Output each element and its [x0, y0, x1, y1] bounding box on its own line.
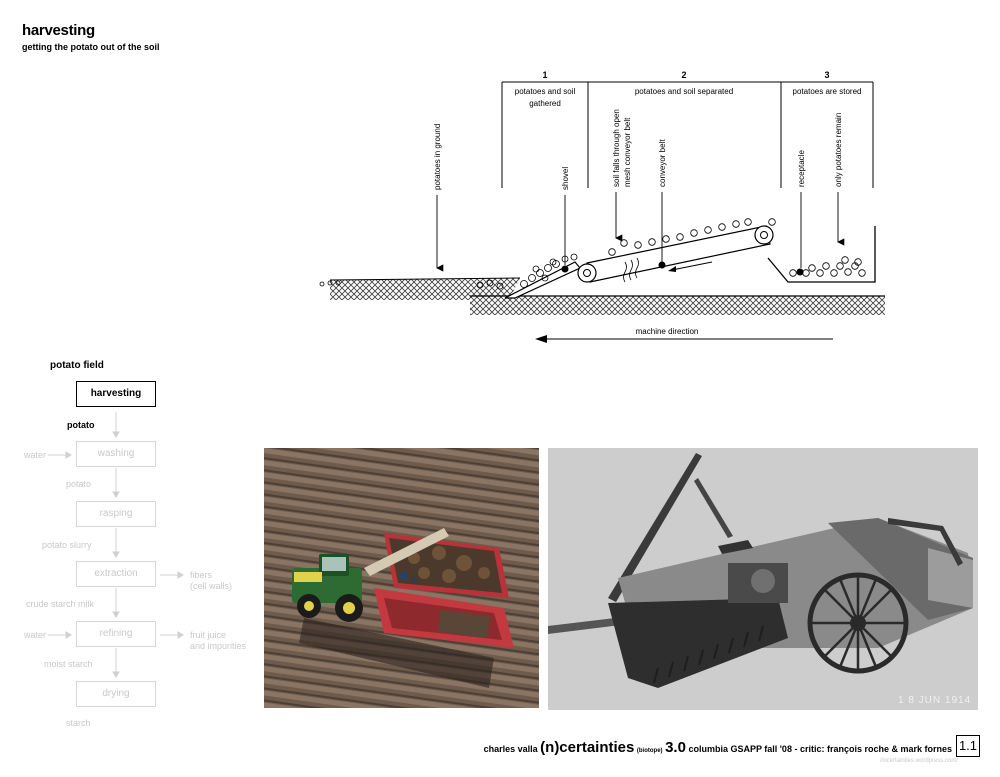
footer-url: //ncertainties.wordpress.com/: [880, 758, 959, 764]
flow-top-label: potato field: [50, 360, 104, 371]
footer-course: columbia GSAPP fall '08 - critic: françois roche & mark fornes: [688, 744, 952, 754]
callout-mesh-belt: mesh conveyor belt: [623, 117, 632, 187]
stage-3-label: potatoes are stored: [792, 87, 862, 96]
flow-step-extraction: extraction: [76, 561, 156, 587]
stage-1-label-2: gathered: [529, 99, 561, 108]
photo-date-stamp: 1 8 JUN 1914: [898, 695, 972, 706]
footer-brand-sub: (biotope): [636, 748, 663, 754]
footer-brand: (n)certainties: [540, 739, 635, 756]
flow-intermediate-starch-milk: crude starch milk: [26, 599, 95, 609]
footer-version: 3.0: [665, 739, 686, 756]
flow-input-water: water: [24, 450, 47, 460]
stage-2-number: 2: [681, 70, 687, 80]
flow-intermediate-starch: starch: [66, 718, 91, 728]
flow-intermediate-moist-starch: moist starch: [44, 659, 93, 669]
antique-digger-photo: [548, 448, 978, 710]
flow-output-impurities: and impurities: [190, 641, 247, 651]
footer-author: charles valla: [483, 744, 538, 754]
callout-only-potatoes: only potatoes remain: [834, 112, 843, 187]
flow-step-washing: washing: [76, 441, 156, 467]
flow-input-water-2: water: [24, 630, 47, 640]
page-title: harvesting: [22, 22, 95, 39]
callout-shovel: shovel: [561, 166, 570, 190]
flow-intermediate-potato-2: potato: [66, 479, 92, 489]
flow-step-refining: refining: [76, 621, 156, 647]
callout-receptacle: receptacle: [797, 150, 806, 187]
machine-direction-label: machine direction: [635, 327, 699, 336]
footer-credits: [484, 739, 952, 756]
flow-step-drying: drying: [76, 681, 156, 707]
flow-output-fibers: fibers: [190, 570, 213, 580]
flow-intermediate-slurry: potato slurry: [42, 540, 92, 550]
page-number: 1.1: [956, 735, 980, 757]
flow-output-cell-walls: (cell walls): [190, 581, 233, 591]
flow-step-harvesting: harvesting: [76, 381, 156, 407]
flow-step-rasping: rasping: [76, 501, 156, 527]
harvest-aerial-photo: [264, 448, 539, 708]
flow-intermediate-potato: potato: [67, 420, 95, 430]
flow-output-fruit-juice: fruit juice: [190, 630, 227, 640]
stage-2-label: potatoes and soil separated: [634, 87, 734, 96]
callout-soil-falls: soil falls through open: [612, 109, 621, 187]
page-subtitle: getting the potato out of the soil: [22, 42, 160, 52]
callout-potatoes-in-ground: potatoes in ground: [433, 123, 442, 190]
stage-1-label: potatoes and soil: [514, 87, 576, 96]
stage-3-number: 3: [824, 70, 830, 80]
callout-conveyor-belt: conveyor belt: [658, 139, 667, 187]
stage-1-number: 1: [542, 70, 548, 80]
